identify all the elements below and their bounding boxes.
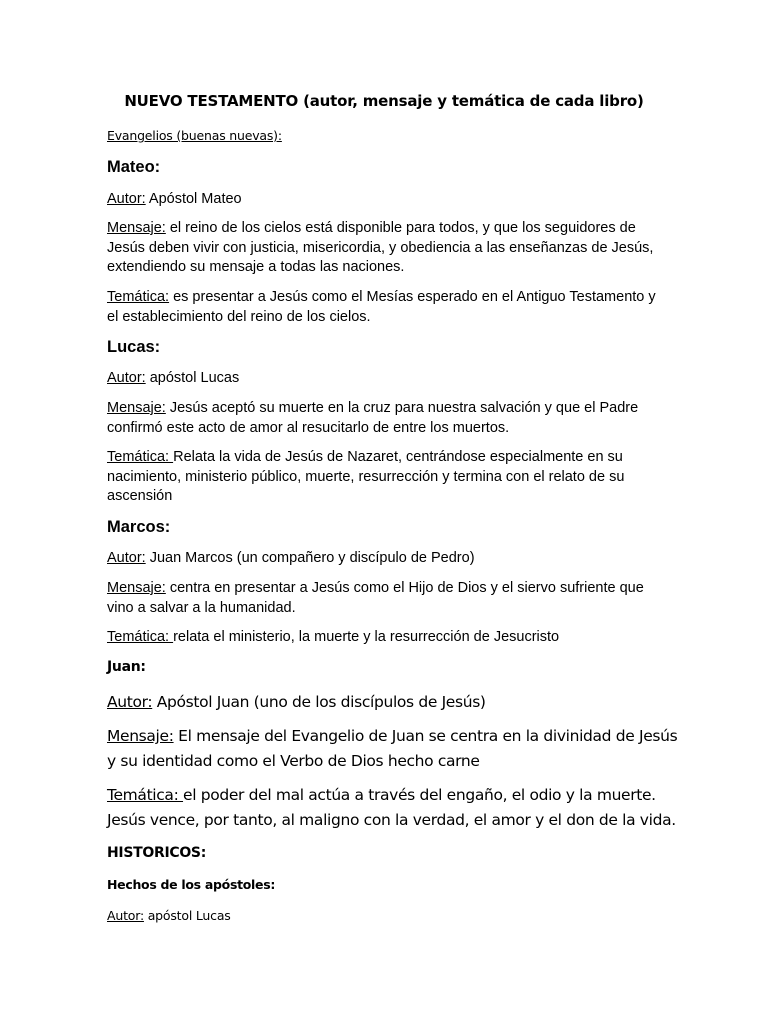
juan-autor-paragraph [107,690,682,715]
hechos-autor-paragraph [107,907,667,925]
lucas-mensaje-label: Mensaje: [107,400,166,416]
lucas-tematica-text: Relata la vida de Jesús de Nazaret, centrándose especialmente en su nacimiento, ministerio público, muerte, resurrección y termina con el relato de su ascensión [107,449,625,504]
juan-mensaje-label: Mensaje: [107,727,174,745]
marcos-tematica-paragraph [107,628,667,648]
juan-tematica-paragraph [107,783,682,832]
marcos-mensaje-label: Mensaje: [107,580,166,596]
evangelios-subheading: Evangelios (buenas nuevas): [107,128,282,143]
lucas-mensaje-text: Jesús aceptó su muerte en la cruz para nuestra salvación y que el Padre confirmó este acto de amor al resucitarlo de entre los muertos. [107,400,639,436]
mateo-tematica-text: es presentar a Jesús como el Mesías esperado en el Antiguo Testamento y el establecimiento del reino de los cielos. [107,289,656,325]
marcos-mensaje-text: centra en presentar a Jesús como el Hijo de Dios y el siervo sufriente que vino a salvar a la humanidad. [107,580,644,616]
juan-mensaje-paragraph [107,724,682,773]
juan-heading: Juan: [107,659,146,675]
mateo-mensaje-text: el reino de los cielos está disponible para todos, y que los seguidores de Jesús deben vivir con justicia, misericordia, y obediencia a las enseñanzas de Jesús, extendiendo su mensaje a todas las naciones. [107,220,654,275]
mateo-autor-text: Apóstol Mateo [145,191,242,207]
mateo-autor-paragraph [107,190,667,210]
mateo-mensaje-label: Mensaje: [107,220,166,236]
marcos-autor-paragraph [107,549,667,569]
juan-autor-label: Autor: [107,693,153,711]
lucas-heading: Lucas: [107,338,161,356]
lucas-autor-label: Autor: [107,370,146,386]
hechos-autor-text: apóstol Lucas [143,908,231,923]
marcos-autor-text: Juan Marcos (un compañero y discípulo de Pedro) [145,550,475,566]
juan-tematica-label: Temática: [107,786,184,804]
marcos-tematica-label: Temática: [107,629,174,645]
mateo-autor-label: Autor: [107,191,146,207]
juan-autor-text: Apóstol Juan (uno de los discípulos de Jesús) [152,693,486,711]
mateo-heading: Mateo: [107,158,161,176]
marcos-autor-label: Autor: [107,550,146,566]
historicos-heading: HISTORICOS: [107,845,207,861]
lucas-autor-text: apóstol Lucas [145,370,240,386]
juan-mensaje-text: El mensaje del Evangelio de Juan se centra en la divinidad de Jesús y su identidad como el Verbo de Dios hecho carne [107,727,678,770]
hechos-autor-label: Autor: [107,908,144,923]
mateo-mensaje-paragraph [107,219,667,278]
marcos-mensaje-paragraph [107,579,667,618]
lucas-tematica-label: Temática: [107,449,174,465]
lucas-mensaje-paragraph [107,399,667,438]
marcos-tematica-text: relata el ministerio, la muerte y la resurrección de Jesucristo [173,629,560,645]
lucas-tematica-paragraph [107,448,667,507]
page-title: NUEVO TESTAMENTO (autor, mensaje y temática de cada libro) [124,92,644,110]
mateo-tematica-label: Temática: [107,289,170,305]
hechos-heading: Hechos de los apóstoles: [107,877,276,892]
lucas-autor-paragraph [107,369,667,389]
juan-tematica-text: el poder del mal actúa a través del engaño, el odio y la muerte. Jesús vence, por tanto, al maligno con la verdad, el amor y el don de la vida. [107,786,676,829]
mateo-tematica-paragraph [107,288,667,327]
marcos-heading: Marcos: [107,518,171,536]
